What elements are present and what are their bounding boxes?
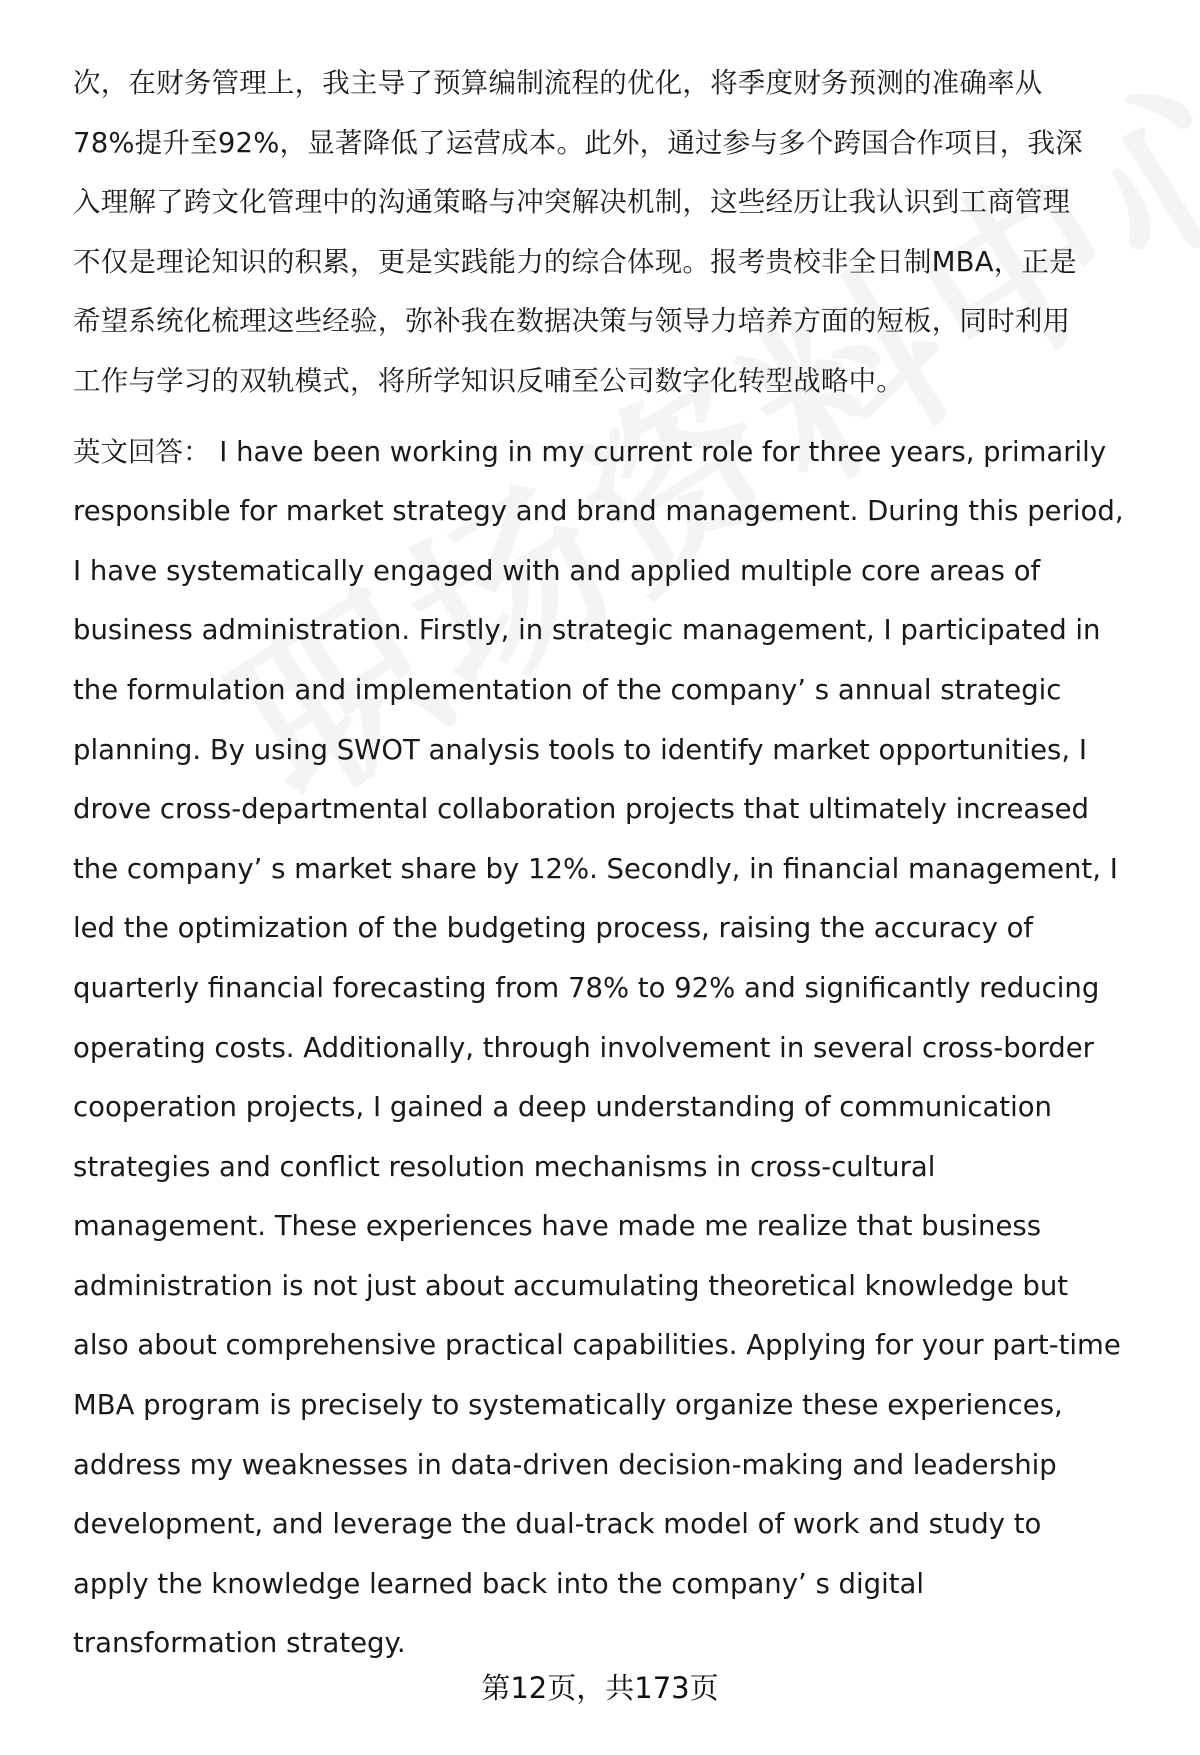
text-line: management. These experiences have made me realize that business (73, 1210, 1042, 1243)
text-line: MBA program is precisely to systematically organize these experiences, (73, 1389, 1063, 1422)
text-line: administration is not just about accumulating theoretical knowledge but (73, 1269, 1069, 1302)
text-line: the company’ s market share by 12%. Secondly, in financial management, I (73, 852, 1118, 885)
text-line: I have systematically engaged with and applied multiple core areas of (73, 554, 1041, 587)
text-line: 希望系统化梳理这些经验，弥补我在数据决策与领导力培养方面的短板，同时利用 (73, 305, 1071, 338)
text-line: 78%提升至92%，显著降低了运营成本。此外，通过参与多个跨国合作项目，我深 (73, 126, 1083, 159)
text-line: also about comprehensive practical capabilities. Applying for your part-time (73, 1329, 1121, 1362)
text-line: transformation strategy. (73, 1627, 406, 1660)
text-line: address my weaknesses in data-driven decision-making and leadership (73, 1448, 1057, 1481)
chinese-paragraph (73, 54, 1152, 412)
text-line: drove cross-departmental collaboration projects that ultimately increased (73, 793, 1089, 826)
text-line: 工作与学习的双轨模式，将所学知识反哺至公司数字化转型战略中。 (73, 364, 904, 397)
text-line: 不仅是理论知识的积累，更是实践能力的综合体现。报考贵校非全日制MBA，正是 (73, 245, 1077, 278)
english-answer-paragraph (73, 423, 1152, 1674)
text-line: cooperation projects, I gained a deep understanding of communication (73, 1091, 1052, 1124)
text-line: strategies and conflict resolution mechanisms in cross-cultural (73, 1150, 936, 1183)
text-line: business administration. Firstly, in strategic management, I participated in (73, 614, 1101, 647)
text-line: 英文回答： I have been working in my current role for three years, primarily (73, 435, 1107, 468)
text-line: 次，在财务管理上，我主导了预算编制流程的优化，将季度财务预测的准确率从 (73, 67, 1043, 99)
text-line: development, and leverage the dual-track model of work and study to (73, 1508, 1042, 1541)
text-line: operating costs. Additionally, through involvement in several cross-border (73, 1031, 1094, 1064)
text-line: led the optimization of the budgeting process, raising the accuracy of (73, 912, 1034, 945)
text-line: planning. By using SWOT analysis tools to identify market opportunities, I (73, 733, 1087, 766)
text-line: quarterly financial forecasting from 78% to 92% and significantly reducing (73, 971, 1100, 1004)
text-line: apply the knowledge learned back into the company’ s digital (73, 1567, 925, 1600)
page-number-footer: 第12页，共173页 (481, 1671, 719, 1705)
text-line: 入理解了跨文化管理中的沟通策略与冲突解决机制，这些经历让我认识到工商管理 (73, 186, 1071, 219)
text-line: the formulation and implementation of the company’ s annual strategic (73, 673, 1062, 706)
text-line: responsible for market strategy and brand management. During this period, (73, 495, 1124, 528)
